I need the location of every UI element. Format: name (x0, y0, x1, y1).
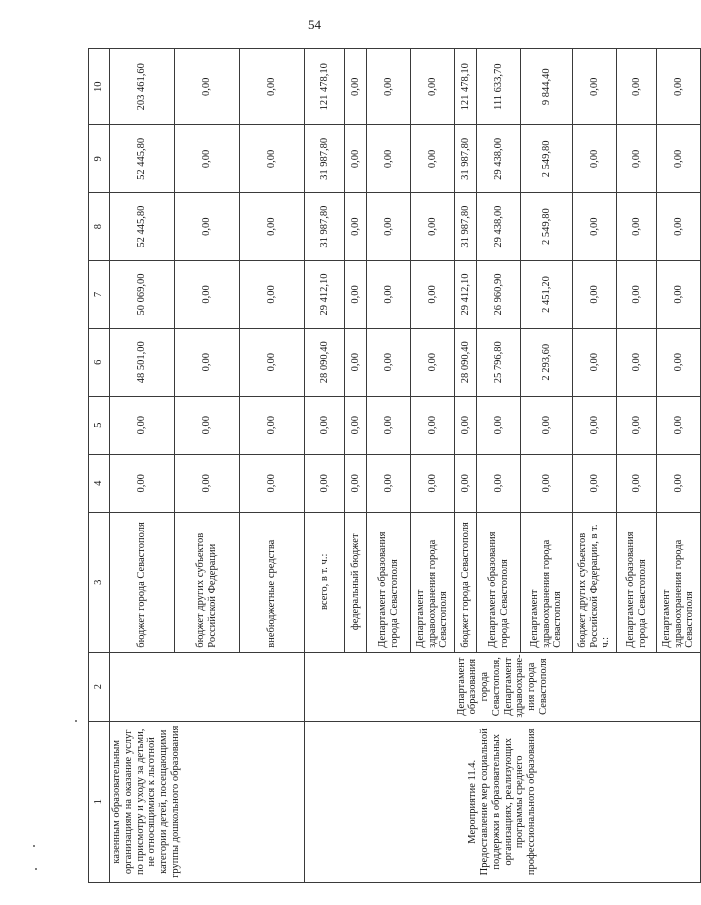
amount-cell: 0,00 (240, 396, 305, 454)
amount-cell: 0,00 (345, 125, 367, 193)
amount-cell: 0,00 (657, 261, 701, 329)
amount-cell: 0,00 (521, 396, 573, 454)
amount-cell: 0,00 (345, 454, 367, 512)
amount-cell: 0,00 (477, 454, 521, 512)
amount-cell: 0,00 (175, 261, 240, 329)
column-number: 10 (89, 49, 110, 126)
amount-cell: 0,00 (411, 125, 455, 193)
amount-cell: 0,00 (617, 49, 657, 126)
amount-cell: 2 293,60 (521, 328, 573, 396)
amount-cell: 0,00 (175, 193, 240, 261)
amount-cell: 0,00 (240, 193, 305, 261)
amount-cell: 2 549,80 (521, 125, 573, 193)
amount-cell: 0,00 (617, 193, 657, 261)
amount-cell: 121 478,10 (455, 49, 477, 126)
amount-cell: 0,00 (411, 328, 455, 396)
amount-cell: 0,00 (367, 125, 411, 193)
activity-name-cell: Мероприятие 11.4. Предоставление мер социальной поддержки в образовательных организациях, реализующих программы среднего профессионального образования (305, 721, 701, 882)
scan-speck (75, 720, 77, 722)
amount-cell: 0,00 (175, 328, 240, 396)
amount-cell: 0,00 (175, 125, 240, 193)
funding-source-cell: внебюджетные средства (240, 512, 305, 652)
funding-source-cell: бюджет других субъектов Российской Федерации (175, 512, 240, 652)
amount-cell: 29 412,10 (305, 261, 345, 329)
amount-cell: 0,00 (573, 396, 617, 454)
amount-cell: 52 445,80 (110, 125, 175, 193)
amount-cell: 0,00 (367, 328, 411, 396)
amount-cell: 0,00 (657, 454, 701, 512)
amount-cell: 31 987,80 (455, 125, 477, 193)
amount-cell: 0,00 (175, 396, 240, 454)
header-row (89, 49, 110, 883)
funding-table (88, 48, 701, 883)
amount-cell: 26 960,90 (477, 261, 521, 329)
amount-cell: 31 987,80 (305, 125, 345, 193)
amount-cell: 48 501,00 (110, 328, 175, 396)
amount-cell: 0,00 (367, 396, 411, 454)
amount-cell: 0,00 (367, 193, 411, 261)
amount-cell: 0,00 (573, 328, 617, 396)
amount-cell: 0,00 (617, 396, 657, 454)
amount-cell: 0,00 (175, 454, 240, 512)
amount-cell: 29 412,10 (455, 261, 477, 329)
amount-cell: 0,00 (617, 261, 657, 329)
amount-cell: 0,00 (617, 454, 657, 512)
funding-source-cell: федеральный бюджет (345, 512, 367, 652)
amount-cell: 0,00 (617, 125, 657, 193)
amount-cell: 0,00 (110, 396, 175, 454)
amount-cell: 29 438,00 (477, 125, 521, 193)
amount-cell: 0,00 (411, 261, 455, 329)
amount-cell: 0,00 (345, 49, 367, 126)
amount-cell: 0,00 (367, 261, 411, 329)
amount-cell: 0,00 (345, 193, 367, 261)
amount-cell: 31 987,80 (305, 193, 345, 261)
amount-cell: 2 549,80 (521, 193, 573, 261)
rotated-table-frame (88, 48, 696, 883)
scan-speck (33, 845, 35, 847)
column-number: 4 (89, 454, 110, 512)
amount-cell: 29 438,00 (477, 193, 521, 261)
amount-cell: 0,00 (367, 454, 411, 512)
funding-source-cell: Департамент образования города Севастополя (477, 512, 521, 652)
amount-cell: 0,00 (573, 261, 617, 329)
executor-cell: Департамент образования города Севастополя, Департамент здравоохране-ния города Севастополя (305, 652, 701, 721)
funding-source-cell: Департамент здравоохранения города Севастополя (411, 512, 455, 652)
amount-cell: 0,00 (345, 328, 367, 396)
column-number: 5 (89, 396, 110, 454)
amount-cell: 0,00 (657, 49, 701, 126)
amount-cell: 0,00 (345, 396, 367, 454)
column-number: 9 (89, 125, 110, 193)
amount-cell: 0,00 (617, 328, 657, 396)
amount-cell: 111 633,70 (477, 49, 521, 126)
amount-cell: 0,00 (305, 454, 345, 512)
scan-speck (35, 868, 37, 870)
amount-cell: 25 796,80 (477, 328, 521, 396)
column-number: 8 (89, 193, 110, 261)
funding-source-cell: всего, в т. ч.: (305, 512, 345, 652)
amount-cell: 0,00 (240, 125, 305, 193)
amount-cell: 0,00 (175, 49, 240, 126)
amount-cell: 121 478,10 (305, 49, 345, 126)
column-number: 3 (89, 512, 110, 652)
amount-cell: 0,00 (455, 396, 477, 454)
amount-cell: 0,00 (573, 454, 617, 512)
funding-source-cell: Департамент образования города Севастополя (367, 512, 411, 652)
funding-source-cell: Департамент образования города Севастополя (617, 512, 657, 652)
page-number: 54 (308, 17, 321, 32)
amount-cell: 0,00 (411, 49, 455, 126)
amount-cell: 0,00 (573, 193, 617, 261)
amount-cell: 0,00 (240, 454, 305, 512)
amount-cell: 28 090,40 (305, 328, 345, 396)
amount-cell: 31 987,80 (455, 193, 477, 261)
funding-source-cell: бюджет города Севастополя (455, 512, 477, 652)
rotated-table-stage (88, 48, 696, 883)
amount-cell: 0,00 (110, 454, 175, 512)
amount-cell: 0,00 (657, 328, 701, 396)
funding-source-cell: бюджет других субъектов Российской Федерации, в т. ч.: (573, 512, 617, 652)
table-row (110, 49, 175, 883)
column-number: 7 (89, 261, 110, 329)
amount-cell: 0,00 (240, 261, 305, 329)
table-row (305, 49, 345, 883)
amount-cell: 0,00 (521, 454, 573, 512)
amount-cell: 9 844,40 (521, 49, 573, 126)
column-number: 1 (89, 721, 110, 882)
funding-source-cell: Департамент здравоохранения города Севастополя (657, 512, 701, 652)
amount-cell: 2 451,20 (521, 261, 573, 329)
funding-source-cell: бюджет города Севастополя (110, 512, 175, 652)
amount-cell: 0,00 (411, 396, 455, 454)
amount-cell: 0,00 (573, 49, 617, 126)
amount-cell: 0,00 (411, 454, 455, 512)
amount-cell: 52 445,80 (110, 193, 175, 261)
amount-cell: 0,00 (657, 396, 701, 454)
amount-cell: 0,00 (367, 49, 411, 126)
amount-cell: 0,00 (345, 261, 367, 329)
amount-cell: 28 090,40 (455, 328, 477, 396)
amount-cell: 0,00 (477, 396, 521, 454)
amount-cell: 0,00 (657, 193, 701, 261)
amount-cell: 0,00 (240, 49, 305, 126)
activity-name-cell: казенным образовательным организациям на оказание услуг по присмотру и уходу за детьми, не относящимися к льготной категории детей, посещающими группы дошкольного образования (110, 721, 305, 882)
column-number: 6 (89, 328, 110, 396)
amount-cell: 50 069,00 (110, 261, 175, 329)
amount-cell: 0,00 (455, 454, 477, 512)
column-number: 2 (89, 652, 110, 721)
amount-cell: 0,00 (573, 125, 617, 193)
amount-cell: 203 461,60 (110, 49, 175, 126)
amount-cell: 0,00 (305, 396, 345, 454)
amount-cell: 0,00 (657, 125, 701, 193)
executor-cell (110, 652, 305, 721)
funding-source-cell: Департамент здравоохранения города Севастополя (521, 512, 573, 652)
amount-cell: 0,00 (240, 328, 305, 396)
amount-cell: 0,00 (411, 193, 455, 261)
